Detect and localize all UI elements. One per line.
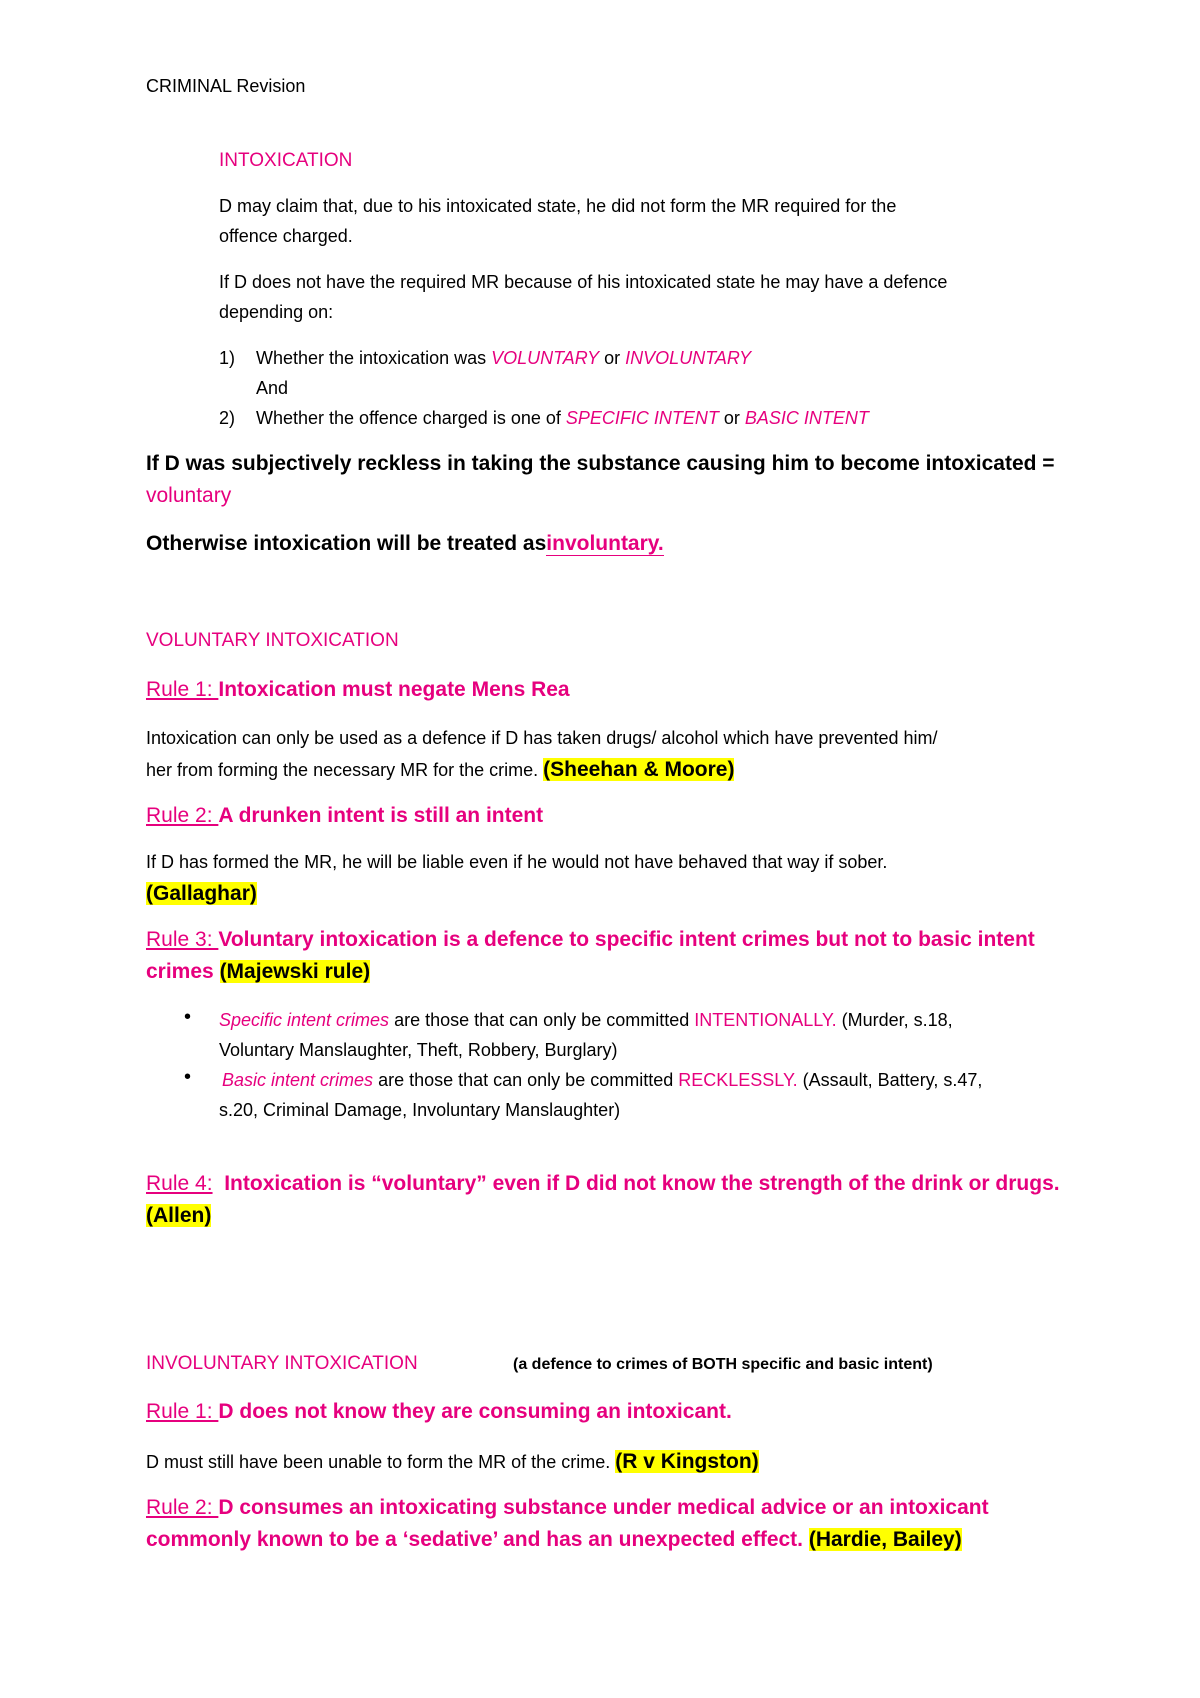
voluntary-heading: VOLUNTARY INTOXICATION (146, 630, 399, 651)
bullet-1-line-1 (219, 1010, 953, 1031)
case-majewski: (Majewski rule) (219, 960, 371, 983)
voluntary-rule-4-heading (146, 1172, 1060, 1196)
list-item-2 (256, 408, 869, 429)
list-item-2-text: Whether the offence charged is one of (256, 408, 566, 428)
voluntary-rule-1-line-2 (146, 758, 734, 782)
otherwise-prefix: Otherwise intoxication will be treated as (146, 532, 547, 555)
specific-intent-term: SPECIFIC INTENT (565, 408, 719, 428)
voluntary-rule-1-heading (146, 678, 570, 702)
bullet-2-line-2: s.20, Criminal Damage, Involuntary Manslaughter) (219, 1100, 621, 1120)
involuntary-rule-1-label: Rule 1: (146, 1400, 219, 1423)
list-item-1-text: Whether the intoxication was (256, 348, 492, 368)
involuntary-rule-1-line-1 (146, 1450, 759, 1474)
bullet-icon: • (184, 1006, 192, 1028)
case-allen: (Allen) (146, 1204, 212, 1227)
intro-paragraph-1-line-2: offence charged. (219, 226, 353, 246)
involuntary-rule-1-text: D must still have been unable to form the MR of the crime. (146, 1452, 616, 1472)
voluntary-rule-1-title: Intoxication must negate Mens Rea (218, 678, 570, 701)
involuntary-term: INVOLUNTARY (625, 348, 752, 368)
reckless-line-1: If D was subjectively reckless in taking the substance causing him to become intoxicated = (146, 452, 1055, 475)
voluntary-rule-3-heading-line-1 (146, 928, 1035, 952)
case-gallaghar: (Gallaghar) (146, 882, 257, 905)
involuntary-rule-2-label: Rule 2: (146, 1496, 219, 1519)
reckless-line-2: voluntary (146, 484, 232, 507)
voluntary-rule-1-text: her from forming the necessary MR for the crime. (146, 760, 544, 780)
basic-intent-term: BASIC INTENT (744, 408, 869, 428)
involuntary-rule-2-title: D consumes an intoxicating substance under medical advice or an intoxicant (218, 1496, 989, 1519)
voluntary-rule-2-title: A drunken intent is still an intent (218, 804, 544, 827)
specific-intent-crimes-term: Specific intent crimes (219, 1010, 390, 1030)
voluntary-rule-4-label: Rule 4: (146, 1172, 213, 1195)
list-item-2-or: or (718, 408, 745, 428)
involuntary-word: involuntary. (546, 532, 664, 555)
intentionally-term: INTENTIONALLY. (694, 1010, 837, 1030)
involuntary-rule-2-title-tail: commonly known to be a ‘sedative’ and has an unexpected effect. (146, 1528, 809, 1551)
list-item-1-number: 1) (219, 348, 236, 368)
bullet-2-mid: are those that can only be committed (373, 1070, 679, 1090)
voluntary-rule-3-title-tail: crimes (146, 960, 220, 983)
involuntary-note: (a defence to crimes of BOTH specific and basic intent) (513, 1356, 933, 1373)
intoxication-heading: INTOXICATION (219, 150, 353, 171)
intro-paragraph-2-line-2: depending on: (219, 302, 334, 322)
page-header-title: CRIMINAL Revision (146, 76, 306, 96)
voluntary-rule-2-line-1: If D has formed the MR, he will be liable even if he would not have behaved that way if sober. (146, 852, 888, 872)
intro-paragraph-2-line-1: If D does not have the required MR because of his intoxicated state he may have a defence (219, 272, 948, 292)
involuntary-heading: INVOLUNTARY INTOXICATION (146, 1353, 418, 1374)
case-sheehan-moore: (Sheehan & Moore) (543, 758, 735, 781)
bullet-1-tail: (Murder, s.18, (836, 1010, 953, 1030)
involuntary-rule-1-title: D does not know they are consuming an intoxicant. (218, 1400, 732, 1423)
voluntary-term: VOLUNTARY (491, 348, 600, 368)
intro-paragraph-1-line-1: D may claim that, due to his intoxicated state, he did not form the MR required for the (219, 196, 897, 216)
voluntary-rule-2-heading (146, 804, 543, 828)
bullet-1-line-2: Voluntary Manslaughter, Theft, Robbery, Burglary) (219, 1040, 618, 1060)
bullet-2-tail: (Assault, Battery, s.47, (797, 1070, 983, 1090)
basic-intent-crimes-term: Basic intent crimes (222, 1070, 374, 1090)
bullet-icon: • (184, 1066, 192, 1088)
list-item-2-number: 2) (219, 408, 236, 428)
case-kingston: (R v Kingston) (615, 1450, 759, 1473)
voluntary-rule-3-heading-line-2 (146, 960, 370, 984)
voluntary-rule-4-title: Intoxication is “voluntary” even if D did not know the strength of the drink or drugs. (212, 1172, 1060, 1195)
voluntary-rule-3-title: Voluntary intoxication is a defence to specific intent crimes but not to basic intent (218, 928, 1035, 951)
case-hardie-bailey: (Hardie, Bailey) (808, 1528, 962, 1551)
involuntary-rule-2-heading-line-1 (146, 1496, 989, 1520)
involuntary-rule-2-heading-line-2 (146, 1528, 962, 1552)
list-item-1-or: or (599, 348, 626, 368)
involuntary-rule-1-heading (146, 1400, 732, 1424)
voluntary-rule-2-case-line (146, 882, 257, 906)
voluntary-rule-1-line-1: Intoxication can only be used as a defence if D has taken drugs/ alcohol which have prevented him/ (146, 728, 938, 748)
recklessly-term: RECKLESSLY. (678, 1070, 798, 1090)
list-item-1 (256, 348, 751, 369)
otherwise-line (146, 532, 664, 556)
voluntary-rule-2-label: Rule 2: (146, 804, 219, 827)
voluntary-rule-3-label: Rule 3: (146, 928, 219, 951)
voluntary-rule-1-label: Rule 1: (146, 678, 219, 701)
bullet-2-line-1 (222, 1070, 982, 1091)
voluntary-rule-4-case-line (146, 1204, 211, 1228)
and-connector: And (256, 378, 289, 398)
bullet-1-mid: are those that can only be committed (389, 1010, 695, 1030)
